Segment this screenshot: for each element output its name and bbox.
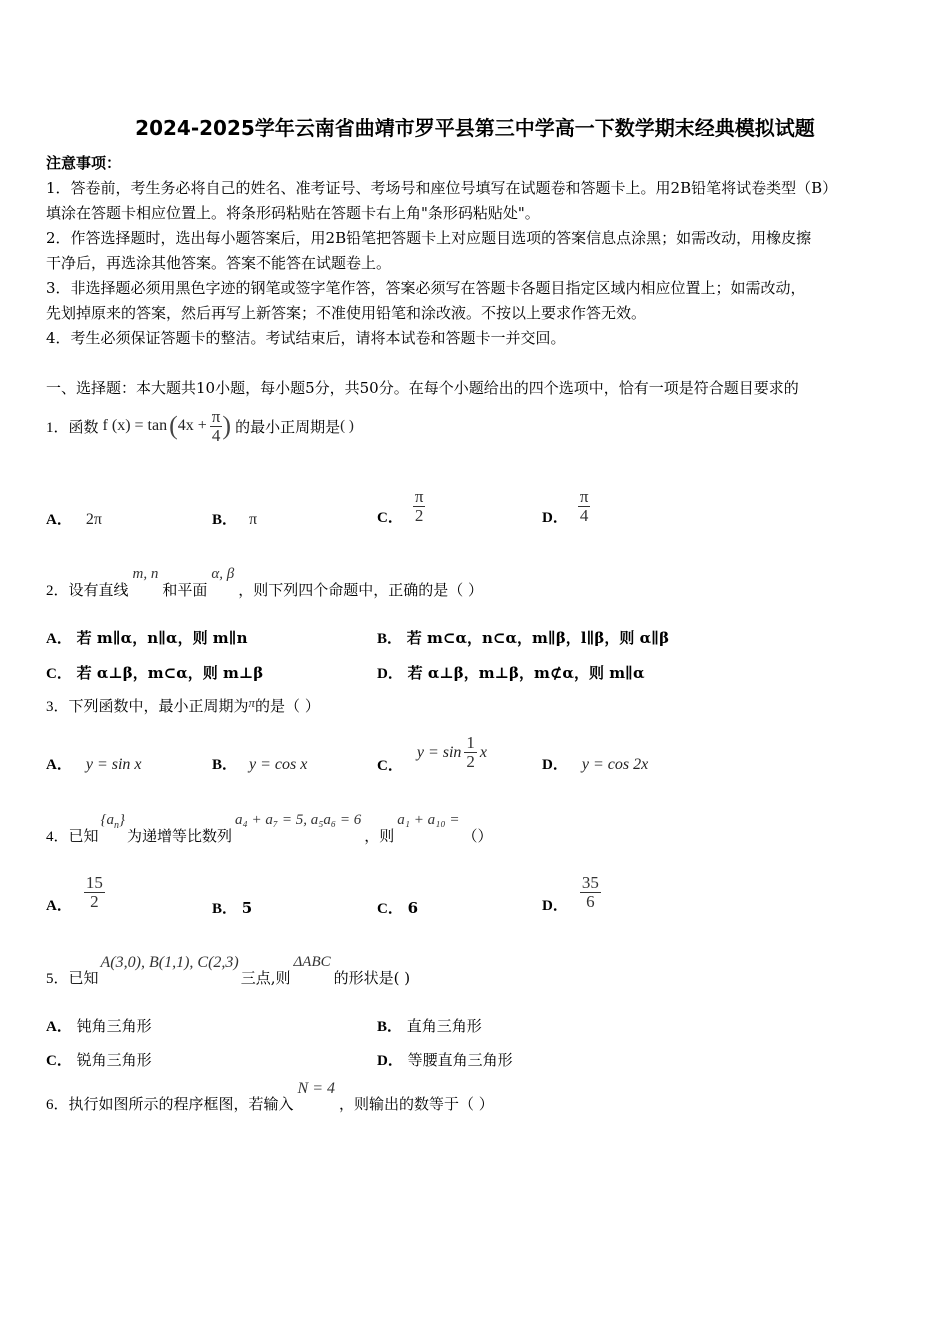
math-expression: m, n — [132, 566, 159, 582]
option-b: B． 若 m⊂α，n⊂α，m∥β，l∥β，则 α∥β — [377, 629, 670, 647]
question-text: 的最小正周期是 — [235, 417, 341, 436]
question-2: 2． 设有直线 m, n 和平面 α, β ，则下列四个命题中，正确的是（ ） — [46, 566, 484, 599]
option-a: A． 若 m∥α，n∥α，则 m∥n — [46, 629, 248, 647]
notice-line: 3．非选择题必须用黑色字迹的钢笔或签字笔作答，答案必须写在答题卡各题目指定区域内相应位置上；如需改动， — [46, 279, 806, 297]
math-expression: α, β — [211, 566, 235, 582]
option-d: D． 等腰直角三角形 — [377, 1051, 513, 1069]
notice-line: 4．考生必须保证答题卡的整洁。考试结束后，请将本试卷和答题卡一并交回。 — [46, 329, 566, 347]
option-c: C． 6 — [377, 899, 419, 917]
question-3: 3．下列函数中，最小正周期为π的是（ ） — [46, 695, 320, 715]
notice-heading: 注意事项： — [46, 154, 122, 172]
page-title: 2024-2025学年云南省曲靖市罗平县第三中学高一下数学期末经典模拟试题 — [135, 116, 815, 140]
option-d: D． y = cos 2x — [542, 756, 649, 773]
option-b: B． 5 — [212, 899, 253, 917]
math-expression: N = 4 — [297, 1080, 335, 1097]
option-b: B． y = cos x — [212, 756, 308, 773]
option-c: C． 若 α⊥β，m⊂α，则 m⊥β — [46, 664, 264, 682]
option-d: D． 若 α⊥β，m⊥β，m⊄α，则 m∥α — [377, 664, 645, 682]
math-expression: f (x) = tan — [102, 417, 168, 434]
option-a: A． 钝角三角形 — [46, 1017, 152, 1035]
notice-line: 干净后，再选涂其他答案。答案不能答在试题卷上。 — [46, 254, 392, 272]
option-c: C． $\frac{\pi}{2}$ — [377, 487, 424, 526]
question-number: 1． — [46, 419, 69, 436]
option-d: D． $\frac{\pi}{4}$ — [542, 487, 589, 526]
fraction: $\frac{\pi}{4}$ — [211, 406, 221, 445]
math-expression: ΔABC — [293, 954, 331, 970]
question-text: 函数 — [68, 417, 99, 436]
math-expression: 4x + — [177, 417, 207, 434]
question-1: 1． 函数 f (x) = tan ( 4x + $\frac{\pi}{4}$ ) 的最小正周期是 ( ) — [46, 406, 354, 445]
option-d: D． $\frac{35}{6}$ — [542, 873, 599, 914]
option-a: A． y = sin x — [46, 756, 142, 773]
notice-line: 1．答卷前，考生务必将自己的姓名、准考证号、考场号和座位号填写在试题卷和答题卡上。用2B铅笔将试卷类型（B） — [46, 179, 838, 197]
option-c: C． 锐角三角形 — [46, 1051, 152, 1069]
math-expression: a₄ + a₇ = 5, a₅a₆ = 6 — [235, 812, 362, 828]
math-expression: A(3,0), B(1,1), C(2,3) — [100, 954, 239, 971]
option-c: C． y = sin $\frac{1}{2}$ x — [377, 733, 488, 774]
option-b: B． π — [212, 511, 258, 528]
option-a: A． 2π — [46, 511, 102, 528]
math-expression: $\{a_n\}$ — [100, 812, 126, 831]
notice-line: 填涂在答题卡相应位置上。将条形码粘贴在答题卡右上角"条形码粘贴处"。 — [46, 204, 540, 222]
option-b: B． 直角三角形 — [377, 1017, 482, 1035]
question-4: 4． 已知 $\{a_n\}$ 为递增等比数列 a₄ + a₇ = 5, a₅a₆ = 6 ，则 a₁ + a₁₀ = （） — [46, 812, 493, 845]
option-a: A． $\frac{15}{2}$ — [46, 873, 103, 914]
question-5: 5． 已知 A(3,0), B(1,1), C(2,3) 三点,则 ΔABC 的形状是( ) — [46, 954, 411, 987]
section-heading: 一、选择题：本大题共10小题，每小题5分，共50分。在每个小题给出的四个选项中，恰有一项是符合题目要求的 — [46, 379, 799, 397]
question-6: 6． 执行如图所示的程序框图，若输入 N = 4 ，则输出的数等于（ ） — [46, 1080, 494, 1113]
notice-line: 2．作答选择题时，选出每小题答案后，用2B铅笔把答题卡上对应题目选项的答案信息点涂黑；如需改动，用橡皮擦 — [46, 229, 812, 247]
answer-blank: ( ) — [340, 417, 354, 434]
math-expression: a₁ + a₁₀ = — [397, 812, 460, 828]
notice-line: 先划掉原来的答案，然后再写上新答案；不准使用铅笔和涂改液。不按以上要求作答无效。 — [46, 304, 647, 322]
